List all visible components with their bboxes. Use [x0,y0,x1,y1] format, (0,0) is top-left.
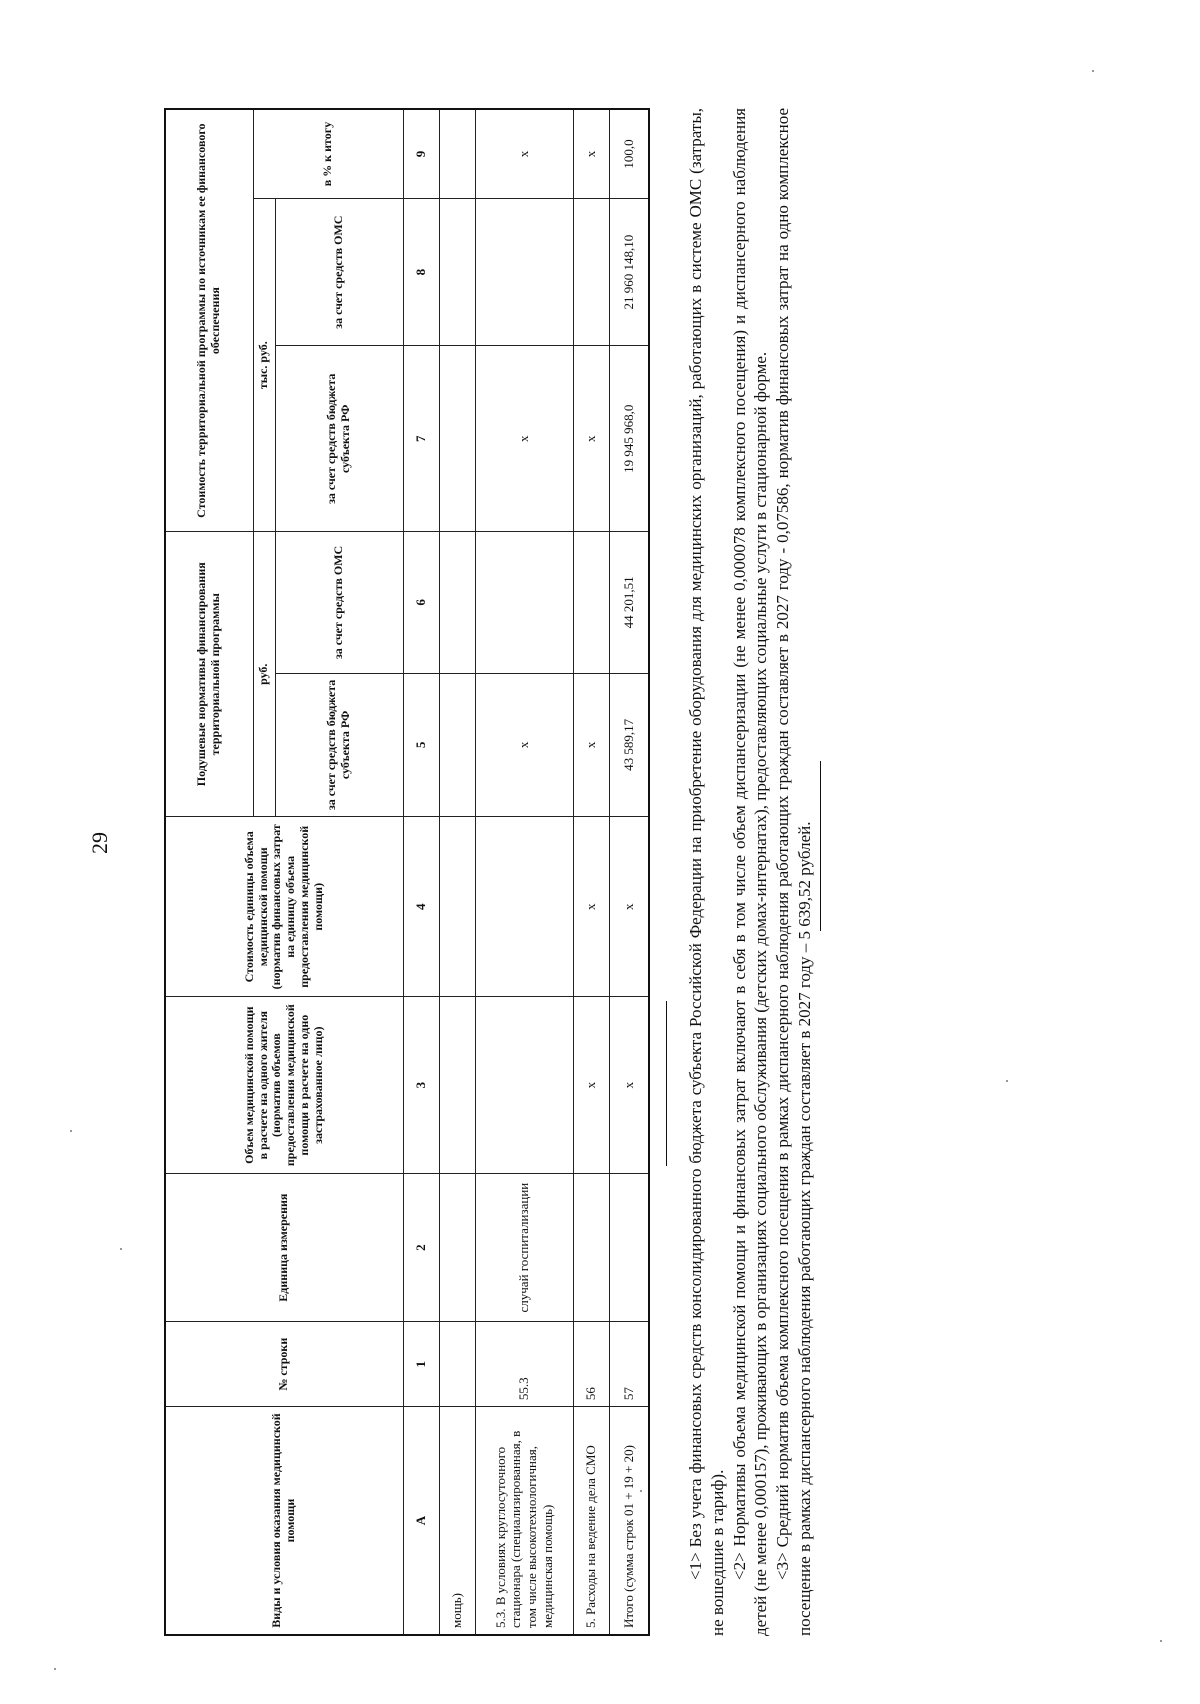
column-number: 6 [403,532,439,673]
footnote-3: <3> Средний норматив объема комплексного посещения в рамках диспансерного наблюдения работающих граждан составляет в 2027 году - 0,07586, норматив финансовых затрат на одно комплексное посещение в рамках диспансерного наблюдения работающих граждан составляет в 2027 году – 5 639,52 рублей. [773,108,814,1636]
cell-unit [573,1173,609,1321]
cell-norm-oms [573,532,609,673]
cell-percent: 100,0 [609,109,649,199]
scan-speck [54,1668,56,1670]
table-row [475,109,573,1635]
cell-care-type: 5. Расходы на ведение дела СМО [573,1407,609,1635]
cell-volume: х [573,997,609,1174]
scan-speck [120,1248,122,1250]
header-thousand-rub-unit: тыс. руб. [253,199,275,532]
column-number: 3 [403,997,439,1174]
cell-cost-budget: 19 945 968,0 [609,346,649,532]
footnotes [666,108,816,1636]
header-rub-unit: руб. [253,532,275,817]
cell-unit: случай госпитализации [475,1173,573,1321]
scan-speck [1092,70,1094,72]
cell-care-type: 5.3. В условиях круглосуточного стационара (специализированная, в том числе высокотехнологичная, медицинская помощь) [475,1407,573,1635]
cell-unit-cost [475,817,573,997]
scan-speck [1160,1640,1162,1642]
cell-cost-oms [475,199,573,346]
column-number: 1 [403,1322,439,1407]
footnote-2: <2> Нормативы объема медицинской помощи и финансовых затрат включают в себя в том числе объем диспансеризации (не менее 0,000078 комплексного посещения) и диспансерного наблюдения детей (не менее 0,000157), проживающих в организациях социального обслуживания (детских домах-интернатах), предоставляющих социальные услуги в стационарной форме. [729,108,771,1636]
page-number: 29 [87,832,112,854]
cell-cost-budget: х [573,346,609,532]
cell-line: 57 [609,1322,649,1407]
cell-care-type: мощь) [439,1407,475,1635]
header-norm-budget: за счет средств бюджета субъекта РФ [275,673,403,817]
footnote-1: <1> Без учета финансовых средств консолидированного бюджета субъекта Российской Федерации на приобретение оборудования для медицинских организаций, работающих в системе ОМС (затраты, не вошедшие в тариф). [686,108,727,1636]
cell-volume [475,997,573,1174]
column-number: 4 [403,817,439,997]
cell-line [439,1322,475,1407]
header-line-number: № строки [165,1322,403,1407]
header-volume-norm: Объем медицинской помощи в расчете на одного жителя (норматив объемов предоставления медицинской помощи в расчете на одно застрахованное лицо) [165,997,403,1174]
cell-percent: х [475,109,573,199]
column-number: 7 [403,346,439,532]
cell-percent: х [573,109,609,199]
cell-norm-oms [475,532,573,673]
cell-volume [439,997,475,1174]
cell-line: 56 [573,1322,609,1407]
cell-norm-oms: 44 201,51 [609,532,649,673]
cell-norm-budget: х [573,673,609,817]
table-row [439,109,475,1635]
cell-cost-budget [439,346,475,532]
cell-unit-cost: х [609,817,649,997]
header-unit-cost: Стоимость единицы объема медицинской помощи (норматив финансовых затрат на единицу объема предоставления медицинской помощи) [165,817,403,997]
cell-norm-oms [439,532,475,673]
cell-unit-cost: х [573,817,609,997]
cell-norm-budget [439,673,475,817]
header-program-cost: Стоимость территориальной программы по источникам ее финансового обеспечения [165,109,253,532]
cell-cost-oms: 21 960 148,10 [609,199,649,346]
cell-care-type: Итого (сумма строк 01 + 19 + 20) [609,1407,649,1635]
header-care-types: Виды и условия оказания медицинской помощи [165,1407,403,1635]
column-number: А [403,1407,439,1635]
header-cost-budget: за счет средств бюджета субъекта РФ [275,346,403,532]
cell-unit [439,1173,475,1321]
header-per-capita-norms: Подушевые нормативы финансирования территориальной программы [165,532,253,817]
cell-volume: х [609,997,649,1174]
cell-unit [609,1173,649,1321]
end-rule [820,761,821,931]
column-number: 2 [403,1173,439,1321]
cell-line: 55.3 [475,1322,573,1407]
table-row [573,109,609,1635]
column-number: 9 [403,109,439,199]
column-number-row [403,109,439,1635]
cell-percent [439,109,475,199]
column-number: 8 [403,199,439,346]
cell-cost-budget: х [475,346,573,532]
cell-norm-budget: х [475,673,573,817]
column-number: 5 [403,673,439,817]
cell-cost-oms [573,199,609,346]
territorial-program-cost-table [164,108,650,1636]
rotated-page-content [164,108,884,1636]
header-percent-of-total: в % к итогу [253,109,403,199]
header-cost-oms: за счет средств ОМС [275,199,403,346]
scan-speck [70,1130,72,1132]
cell-cost-oms [439,199,475,346]
table-row-total [609,109,649,1635]
cell-norm-budget: 43 589,17 [609,673,649,817]
scan-speck [1006,1080,1008,1082]
header-norm-oms: за счет средств ОМС [275,532,403,673]
cell-unit-cost [439,817,475,997]
footnote-separator [666,1001,667,1166]
header-unit: Единица измерения [165,1173,403,1321]
